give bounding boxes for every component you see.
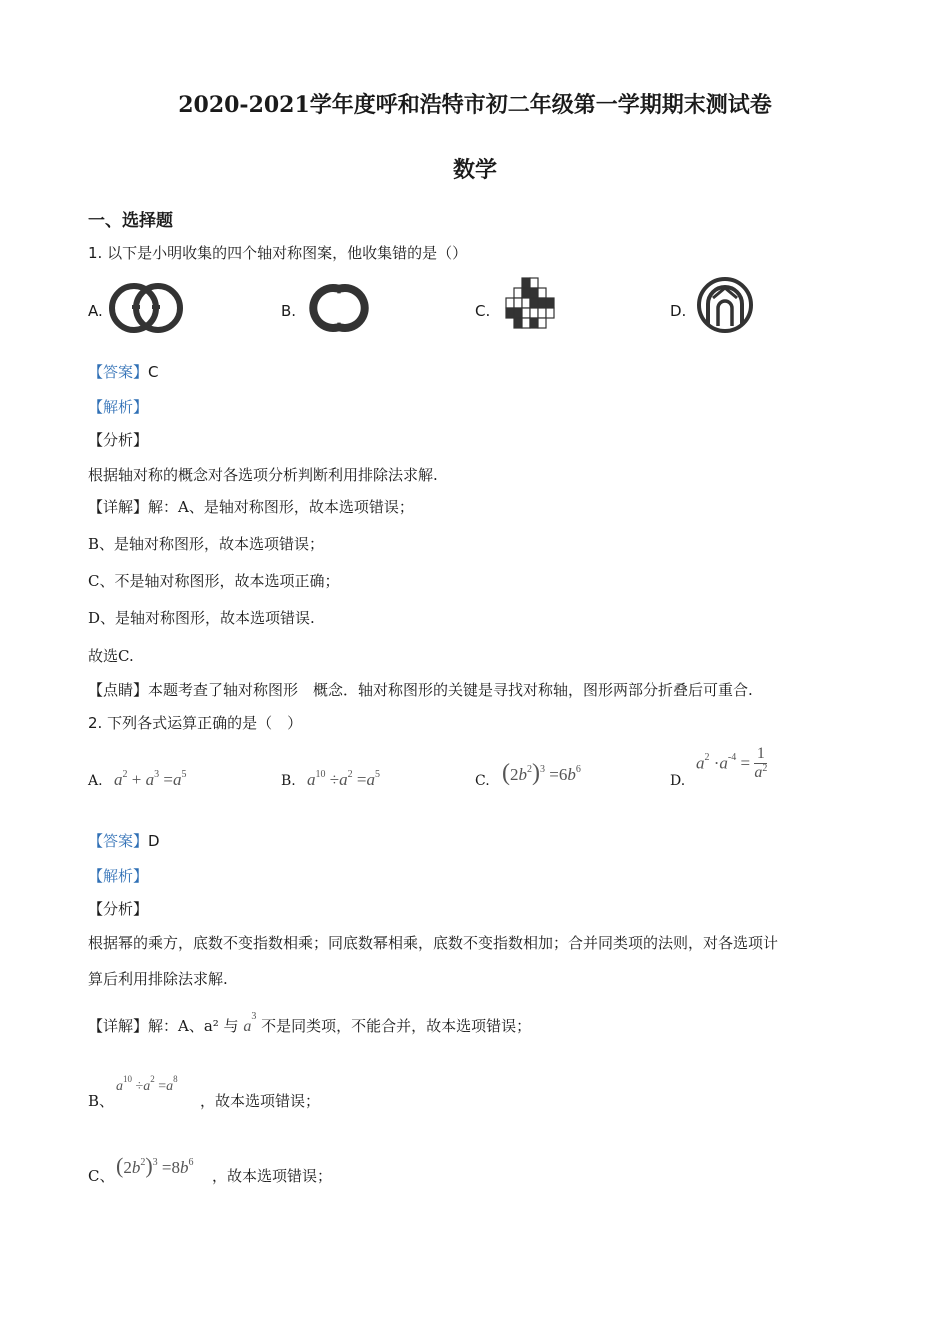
q1-fenxi-tag: 【分析】 bbox=[88, 431, 149, 449]
q1-option-d-label: D. bbox=[670, 302, 687, 320]
q2-option-a-label: A. bbox=[88, 773, 103, 789]
q1-dianjing: 【点睛】本题考查了轴对称图形 概念．轴对称图形的关键是寻找对称轴，图形两部分折叠后可重合. bbox=[88, 681, 753, 699]
q1-option-b-label: B. bbox=[281, 302, 297, 320]
q2-fenxi-tag: 【分析】 bbox=[88, 900, 149, 918]
subject-title: 数学 bbox=[452, 157, 497, 183]
q2-detail-b-label: B、 bbox=[88, 1092, 115, 1110]
checker-pattern-icon bbox=[500, 276, 558, 332]
q2-analysis-tag: 【解析】 bbox=[88, 867, 149, 885]
section-heading: 一、选择题 bbox=[88, 211, 173, 231]
q2-option-c-formula: $(2b^2)^3 =6b^6$ bbox=[502, 760, 581, 786]
q2-fenxi-text: 根据幂的乘方，底数不变指数相乘；同底数幂相乘，底数不变指数相加；合并同类项的法则，对各选项计 bbox=[88, 934, 779, 952]
q1-analysis-tag: 【解析】 bbox=[88, 398, 149, 416]
q2-option-d-label: D. bbox=[670, 773, 686, 789]
q1-detail-line: 故选C. bbox=[88, 647, 134, 665]
q2-detail-c-text: ，故本选项错误； bbox=[212, 1167, 333, 1185]
q2-stem: 2. 下列各式运算正确的是（ ） bbox=[88, 714, 303, 732]
arched-emblem-icon bbox=[694, 274, 756, 336]
q1-stem: 1. 以下是小明收集的四个轴对称图案，他收集错的是（） bbox=[88, 244, 468, 262]
q2-answer-line bbox=[88, 830, 160, 851]
double-g-ring-icon bbox=[106, 280, 186, 336]
q2-fenxi-text: 算后利用排除法求解. bbox=[88, 970, 228, 988]
q2-option-c-label: C. bbox=[475, 773, 490, 789]
q2-answer-tag: 【答案】 bbox=[88, 832, 149, 850]
q1-detail-line: D、是轴对称图形，故本选项错误. bbox=[88, 609, 315, 627]
q1-fenxi-text: 根据轴对称的概念对各选项分析判断利用排除法求解. bbox=[88, 466, 438, 484]
q1-answer-line bbox=[88, 361, 159, 382]
q1-detail-line: C、不是轴对称图形，故本选项正确； bbox=[88, 572, 340, 590]
q1-detail-line: 【详解】解：A、是轴对称图形，故本选项错误； bbox=[88, 498, 414, 516]
q1-option-a-label: A. bbox=[88, 302, 103, 320]
q1-detail-line: B、是轴对称图形，故本选项错误； bbox=[88, 535, 325, 553]
q2-detail-b-text: ，故本选项错误； bbox=[200, 1092, 321, 1110]
double-c-icon bbox=[302, 282, 376, 334]
q1-answer-tag: 【答案】 bbox=[88, 363, 149, 381]
q2-option-d-formula: $a^2 \cdot a^{-4}$ = $\frac{1}{a^2}$ bbox=[696, 745, 768, 781]
q1-option-c-label: C. bbox=[475, 302, 491, 320]
q2-detail-b-formula: $a^{10} \div a^2 =a^8$ bbox=[116, 1074, 178, 1094]
q2-detail-c-formula: $(2b^2)^3 =8b^6$ bbox=[116, 1153, 194, 1178]
q2-option-b-formula: $a^{10} \div a^2 =a^5$ bbox=[307, 769, 380, 789]
q2-option-b-label: B. bbox=[281, 773, 296, 789]
q2-answer: D bbox=[148, 832, 160, 850]
page-title: 2020-2021学年度呼和浩特市初二年级第一学期期末测试卷 bbox=[178, 92, 772, 118]
q2-option-a-formula: $a^2 + a^3 =a^5$ bbox=[114, 769, 187, 789]
q1-answer: C bbox=[148, 363, 159, 381]
q2-detail-a: 【详解】解：A、a² 与 $a^3$ 不是同类项，不能合并，故本选项错误； bbox=[88, 1011, 532, 1035]
q2-detail-c-label: C、 bbox=[88, 1167, 115, 1185]
